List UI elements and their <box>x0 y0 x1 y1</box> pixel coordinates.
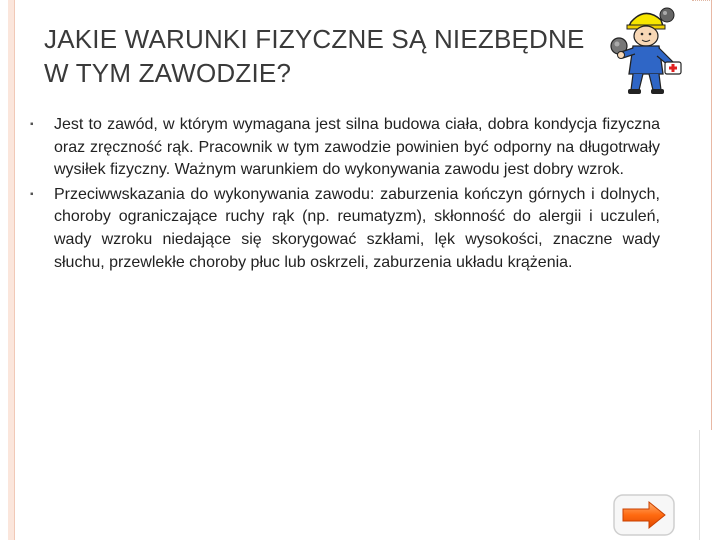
slide-border-right-lower <box>699 430 700 540</box>
slide-border-left <box>8 0 15 540</box>
slide-title <box>44 22 644 90</box>
slide-border-top-dots <box>692 0 712 4</box>
bullet-text-contraindications: Przeciwwskazania do wykonywania zawodu: zaburzenia kończyn górnych i dolnych, choroby ograniczające ruchy rąk (np. reumatyzm), skłonność do alergii i uczuleń, wady wzroku niedające się skorygować szkłami, lęk wysokości, znaczne wady słuchu, przewlekłe choroby płuc lub oskrzeli, zaburzenia układu krążenia. <box>54 185 660 271</box>
bullet-marker-icon: ▪ <box>30 119 34 130</box>
list-item <box>28 184 660 274</box>
next-slide-arrow-icon[interactable] <box>613 494 675 536</box>
content-bullet-list <box>28 114 660 276</box>
list-item <box>28 114 660 182</box>
bullet-text-requirements: Jest to zawód, w którym wymagana jest silna budowa ciała, dobra kondycja fizyczna oraz zręczność rąk. Pracownik w tym zawodzie powinien być odporny na długotrwały wysiłek fizyczny. Ważnym warunkiem do wykonywania zawodu jest dobry wzrok. <box>54 116 660 179</box>
worker-illustration-icon <box>605 4 687 96</box>
slide-title-line-2: W TYM ZAWODZIE? <box>44 58 292 88</box>
slide-title-line-1: JAKIE WARUNKI FIZYCZNE SĄ NIEZBĘDNE <box>44 24 585 54</box>
slide-border-right <box>711 0 712 430</box>
bullet-marker-icon: ▪ <box>30 188 34 200</box>
